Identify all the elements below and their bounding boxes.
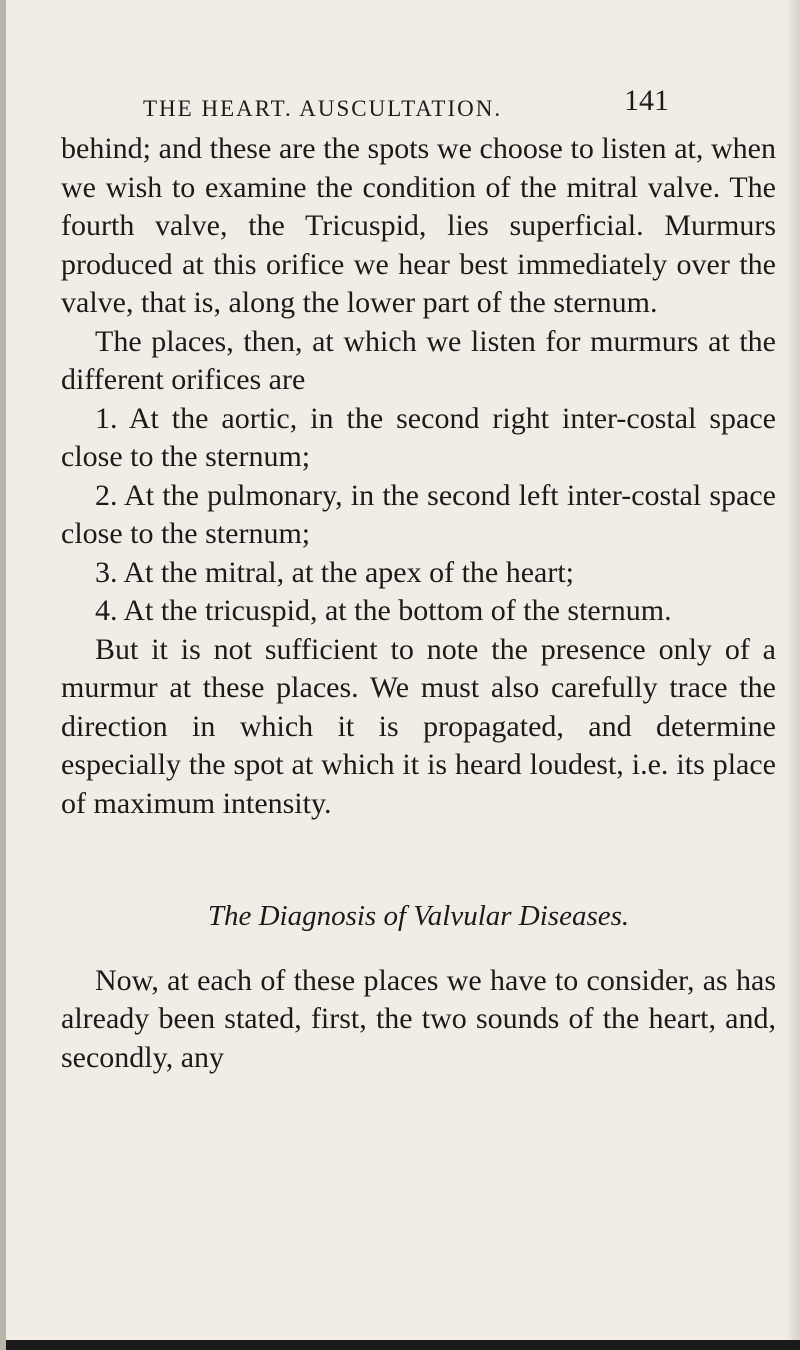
- page-edge: [788, 0, 800, 1350]
- paragraph-3: But it is not sufficient to note the presence only of a murmur at these places. We must also carefully trace the direction in which it is propagated, and determine especially the spot at which it is heard loudest, i.e. its place of maximum intensity.: [61, 632, 776, 820]
- page-header: [61, 82, 776, 130]
- running-head: THE HEART. AUSCULTATION.: [143, 96, 503, 121]
- paragraph-1: behind; and these are the spots we choose to listen at, when we wish to examine the condition of the mitral valve. The fourth valve, the Tricuspid, lies superficial. Murmurs produced at this orifice we hear best immediately over the valve, that is, along the lower part of the sternum.: [61, 132, 776, 319]
- paragraph-4: Now, at each of these places we have to consider, as has already been stated, first, the two sounds of the heart, and, secondly, any: [61, 963, 776, 1074]
- list-item-pulmonary: 2. At the pulmonary, in the second left inter-costal space close to the sternum;: [61, 478, 776, 550]
- section-title: The Diagnosis of Valvular Diseases.: [207, 900, 630, 932]
- paragraph-2: The places, then, at which we listen for murmurs at the different orifices are: [61, 324, 776, 396]
- list-item-aortic: 1. At the aortic, in the second right inter-costal space close to the sternum;: [61, 401, 776, 473]
- page-bottom-edge: [6, 1340, 800, 1350]
- page-number: 141: [624, 84, 669, 117]
- list-item-mitral: 3. At the mitral, at the apex of the heart;: [95, 555, 575, 589]
- list-item-tricuspid: 4. At the tricuspid, at the bottom of the sternum.: [95, 594, 672, 627]
- page-body: [61, 82, 776, 1077]
